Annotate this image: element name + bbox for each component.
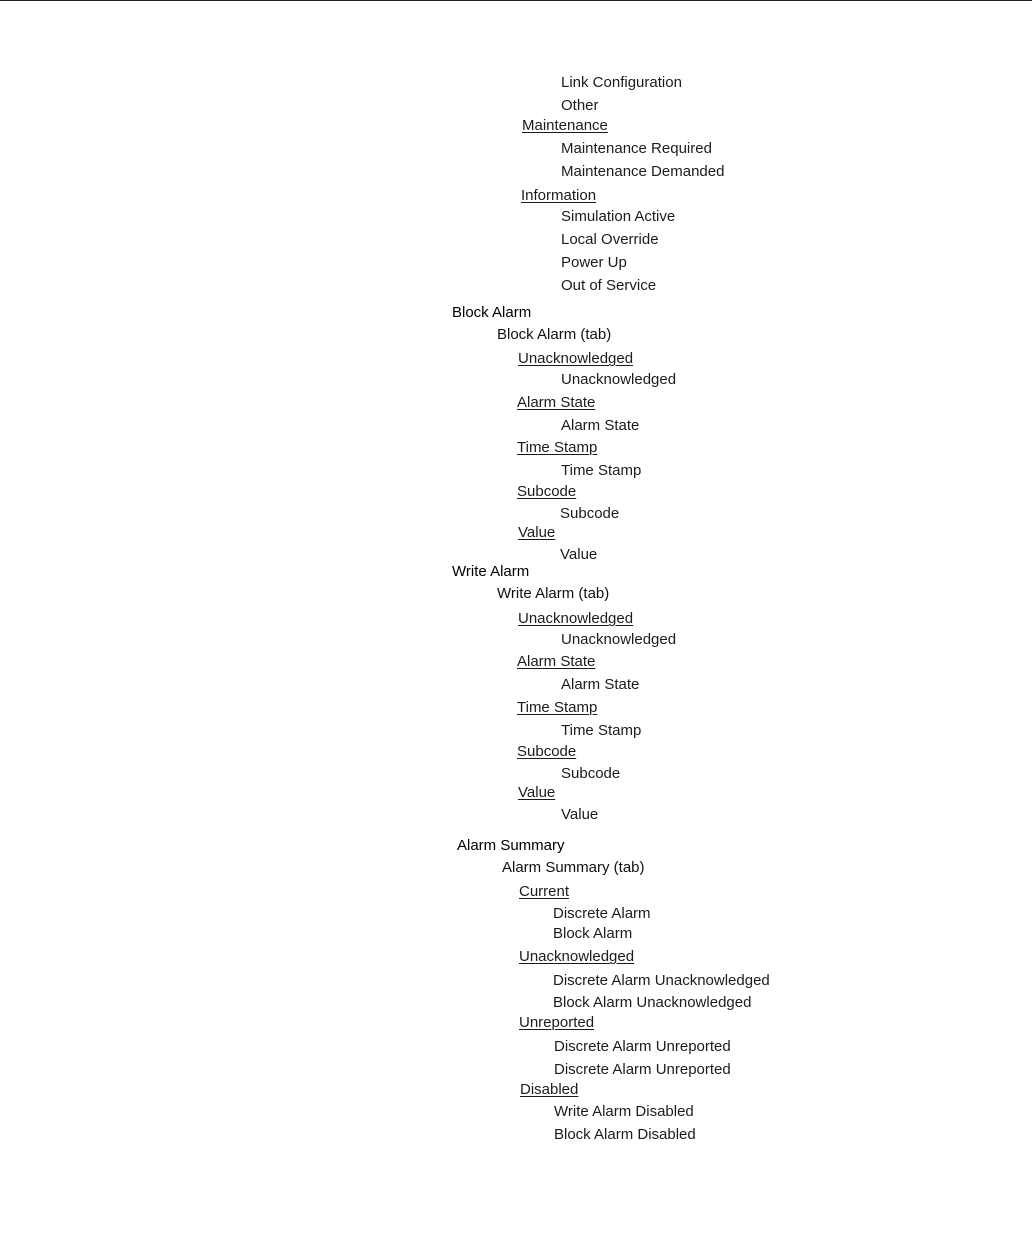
group-heading-time-stamp: Time Stamp bbox=[517, 439, 598, 456]
group-heading-value: Value bbox=[518, 524, 556, 541]
menu-item-simulation-active: Simulation Active bbox=[561, 208, 676, 225]
group-heading-alarm-state: Alarm State bbox=[517, 394, 596, 411]
menu-item-other: Other bbox=[561, 97, 599, 114]
group-heading-information: Information bbox=[521, 187, 597, 204]
menu-item-local-override: Local Override bbox=[561, 231, 659, 248]
menu-item-block-alarm: Block Alarm bbox=[553, 925, 633, 942]
group-heading-unacknowledged: Unacknowledged bbox=[518, 350, 634, 367]
tab-label-write-alarm: Write Alarm (tab) bbox=[497, 585, 610, 602]
menu-item-alarm-state: Alarm State bbox=[561, 676, 640, 693]
group-heading-alarm-state: Alarm State bbox=[517, 653, 596, 670]
menu-item-time-stamp: Time Stamp bbox=[561, 462, 642, 479]
group-heading-disabled: Disabled bbox=[520, 1081, 579, 1098]
menu-item-power-up: Power Up bbox=[561, 254, 627, 271]
group-heading-unreported: Unreported bbox=[519, 1014, 595, 1031]
menu-item-subcode: Subcode bbox=[561, 765, 621, 782]
group-heading-current: Current bbox=[519, 883, 570, 900]
menu-item-unacknowledged: Unacknowledged bbox=[561, 631, 677, 648]
menu-item-value: Value bbox=[561, 806, 599, 823]
menu-item-maintenance-required: Maintenance Required bbox=[561, 140, 712, 157]
tab-label-block-alarm: Block Alarm (tab) bbox=[497, 326, 612, 343]
group-heading-subcode: Subcode bbox=[517, 483, 577, 500]
section-title-write-alarm: Write Alarm bbox=[452, 563, 530, 580]
menu-item-block-alarm-unacknowledged: Block Alarm Unacknowledged bbox=[553, 994, 752, 1011]
group-heading-unacknowledged: Unacknowledged bbox=[519, 948, 635, 965]
menu-item-value: Value bbox=[560, 546, 598, 563]
group-heading-subcode: Subcode bbox=[517, 743, 577, 760]
section-title-block-alarm: Block Alarm bbox=[452, 304, 532, 321]
group-heading-time-stamp: Time Stamp bbox=[517, 699, 598, 716]
menu-item-discrete-alarm-unreported: Discrete Alarm Unreported bbox=[554, 1061, 731, 1078]
menu-item-subcode: Subcode bbox=[560, 505, 620, 522]
menu-item-write-alarm-disabled: Write Alarm Disabled bbox=[554, 1103, 694, 1120]
menu-item-block-alarm-disabled: Block Alarm Disabled bbox=[554, 1126, 696, 1143]
tab-label-alarm-summary: Alarm Summary (tab) bbox=[502, 859, 645, 876]
group-heading-unacknowledged: Unacknowledged bbox=[518, 610, 634, 627]
section-title-alarm-summary: Alarm Summary bbox=[457, 837, 565, 854]
menu-item-alarm-state: Alarm State bbox=[561, 417, 640, 434]
menu-item-maintenance-demanded: Maintenance Demanded bbox=[561, 163, 725, 180]
group-heading-value: Value bbox=[518, 784, 556, 801]
group-heading-maintenance: Maintenance bbox=[522, 117, 608, 134]
menu-item-discrete-alarm: Discrete Alarm bbox=[553, 905, 651, 922]
menu-item-out-of-service: Out of Service bbox=[561, 277, 657, 294]
menu-item-unacknowledged: Unacknowledged bbox=[561, 371, 677, 388]
menu-item-discrete-alarm-unreported: Discrete Alarm Unreported bbox=[554, 1038, 731, 1055]
menu-item-time-stamp: Time Stamp bbox=[561, 722, 642, 739]
menu-item-link-configuration: Link Configuration bbox=[561, 74, 682, 91]
menu-item-discrete-alarm-unacknowledged: Discrete Alarm Unacknowledged bbox=[553, 972, 770, 989]
